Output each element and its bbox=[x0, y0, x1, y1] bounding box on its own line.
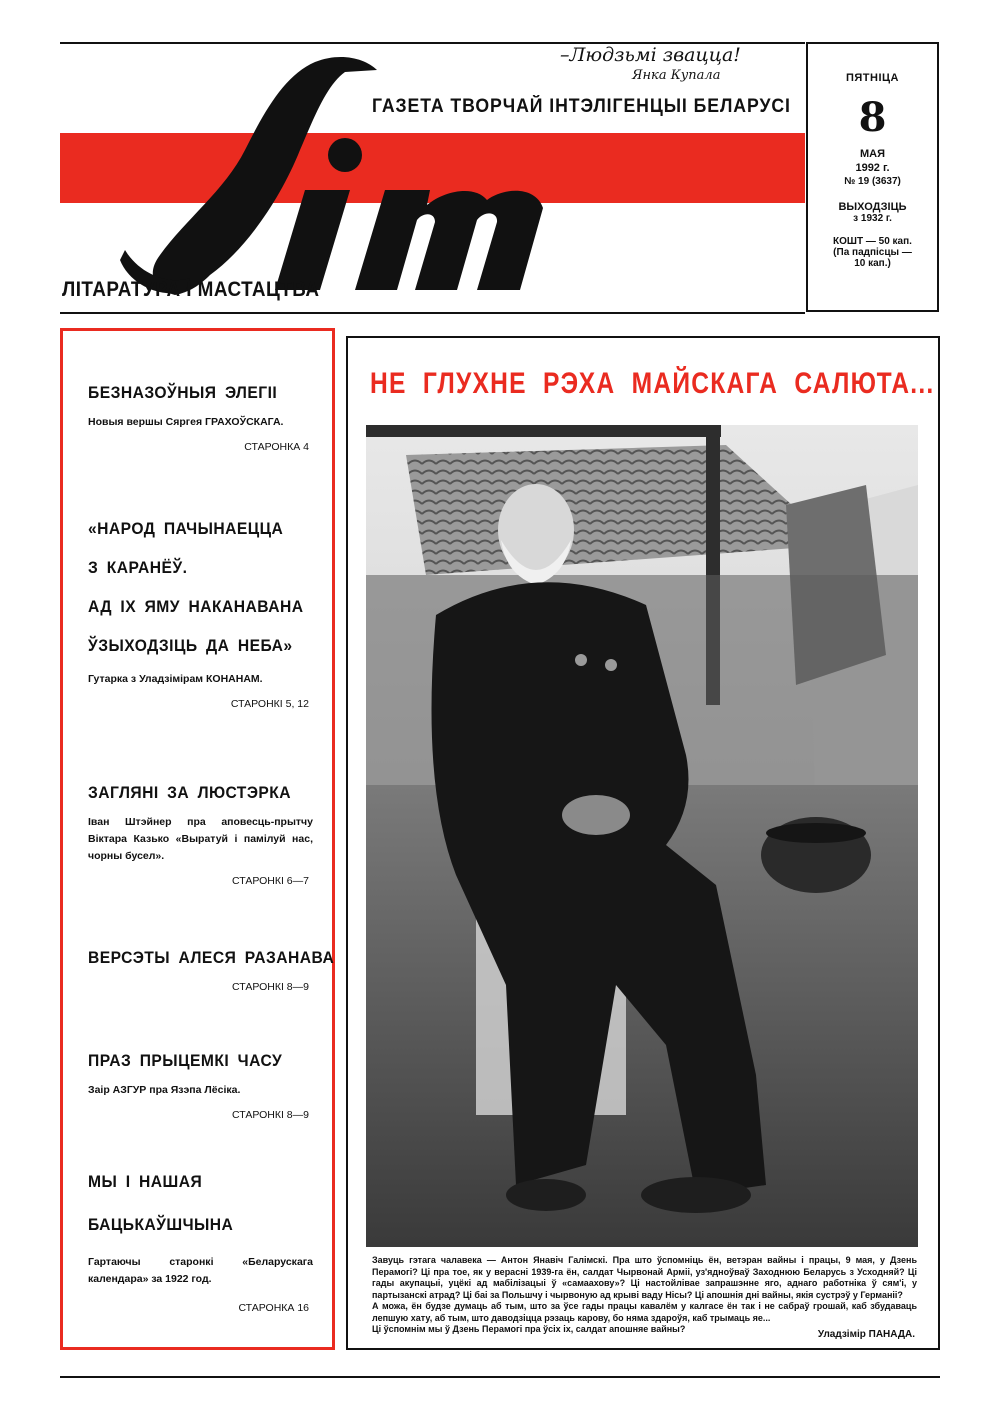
photo-caption bbox=[372, 1255, 917, 1336]
contents-item-title: ПРАЗ ПРЫЦЕМКІ ЧАСУ bbox=[88, 1051, 283, 1070]
contents-item-title: БАЦЬКАЎШЧЫНА bbox=[88, 1215, 234, 1234]
lim-logo bbox=[115, 40, 555, 315]
contents-item-title: З КАРАНЁЎ. bbox=[88, 558, 188, 577]
contents-item[interactable] bbox=[88, 509, 313, 710]
contents-item-description: Гартаючы старонкі «Беларускага календара» за 1922 год. bbox=[88, 1256, 313, 1285]
masthead-tagline: ГАЗЕТА ТВОРЧАЙ ІНТЭЛІГЕНЦЫІ БЕЛАРУСІ bbox=[372, 96, 791, 117]
contents-item[interactable] bbox=[88, 773, 313, 887]
page-bottom-rule bbox=[60, 1376, 940, 1378]
contents-item-page: СТАРОНКІ 5, 12 bbox=[230, 698, 309, 710]
feature-photo bbox=[366, 425, 918, 1247]
contents-item[interactable] bbox=[88, 373, 313, 453]
price-line: КОШТ — 50 кап. bbox=[833, 236, 912, 247]
contents-item-title: ЗАГЛЯНІ ЗА ЛЮСТЭРКА bbox=[88, 783, 292, 802]
contents-item-description: Новыя вершы Сяргея ГРАХОЎСКАГА. bbox=[88, 416, 284, 428]
contents-item-description: Гутарка з Уладзімірам КОНАНАМ. bbox=[88, 673, 263, 685]
logo-letter-i-dot bbox=[328, 138, 362, 172]
logo-letter-m bbox=[355, 190, 543, 290]
masthead-subtitle: ЛІТАРАТУРА І МАСТАЦТВА bbox=[62, 278, 320, 301]
contents-item-page: СТАРОНКІ 8—9 bbox=[232, 1109, 309, 1121]
feature-headline: НЕ ГЛУХНЕ РЭХА МАЙСКАГА САЛЮТА... bbox=[370, 367, 935, 400]
contents-item-page: СТАРОНКІ 8—9 bbox=[232, 981, 309, 993]
contents-item-page: СТАРОНКА 4 bbox=[244, 441, 309, 453]
subscription-price-line: (Па падпісцы — bbox=[833, 247, 912, 258]
masthead-motto: –Людзьмі звацца! bbox=[560, 44, 741, 66]
issue-number: № 19 (3637) bbox=[844, 176, 901, 187]
caption-paragraph: Ці ўспомнім мы ў Дзень Перамогі пра ўсіх іх, салдат апошняе вайны? bbox=[372, 1324, 686, 1334]
published-since-year: з 1932 г. bbox=[853, 213, 892, 224]
issue-weekday: ПЯТНІЦА bbox=[845, 72, 899, 84]
caption-paragraph: Завуць гэтага чалавека — Антон Янавіч Галімскі. Пра што ўспомніць ён, ветэран вайны і працы, 9 мая, у Дзень Перамогі? Ці пра тое, як у верасні 1939-га ён, салдат Чырвонай Арміі, уз'ядноўваў Заходнюю Беларусь з Усходняй? Ці гады акупацыі, уцёкі ад мабілізацыі ў «самаахову»? Ці настойлівае запрашэнне яго, аднаго работніка ў сям'і, у партызанскі атрад? Ці баі за Польшчу і чырвоную ад крыві ваду Нісы? Ці апошнія дні вайны, якія сустрэў у Германіі? bbox=[372, 1255, 917, 1300]
masthead-bottom-rule bbox=[60, 312, 805, 314]
logo-letter-l bbox=[153, 57, 377, 295]
contents-item-title: БЕЗНАЗОЎНЫЯ ЭЛЕГІІ bbox=[88, 383, 278, 402]
issue-month: МАЯ bbox=[859, 148, 885, 160]
published-since-label: ВЫХОДЗІЦЬ bbox=[838, 201, 907, 213]
subscription-price-value: 10 кап.) bbox=[854, 258, 891, 269]
contents-box bbox=[60, 328, 335, 1350]
contents-item[interactable] bbox=[88, 1041, 313, 1121]
logo-letter-i bbox=[275, 190, 350, 290]
photo-fence bbox=[366, 425, 721, 437]
issue-date-box bbox=[806, 42, 939, 312]
contents-item-description: Іван Штэйнер пра аповесць-прытчу Віктара Казько «Выратуй і памілуй нас, чорны бусел». bbox=[88, 816, 313, 862]
motto-signature: Янка Купала bbox=[632, 68, 721, 83]
issue-day: 8 bbox=[858, 94, 887, 141]
contents-item-title: «НАРОД ПАЧЫНАЕЦЦА bbox=[88, 519, 284, 538]
issue-year: 1992 г. bbox=[855, 162, 890, 174]
contents-item-title: ЎЗЫХОДЗІЦЬ ДА НЕБА» bbox=[88, 636, 293, 655]
contents-item-title: ВЕРСЭТЫ АЛЕСЯ РАЗАНАВА bbox=[88, 948, 335, 967]
contents-item[interactable] bbox=[88, 1162, 313, 1314]
contents-item-page: СТАРОНКА 16 bbox=[238, 1302, 309, 1314]
caption-paragraph: А можа, ён будзе думаць аб тым, што за ўсе гады працы кавалём у калгасе ён так і не сабраў грошай, каб збудаваць лепшую хату, аб тым, што даводзіцца рэзаць карову, бо няма здароўя, каб трымаць яе... bbox=[372, 1301, 917, 1323]
contents-item[interactable] bbox=[88, 938, 335, 993]
contents-item-page: СТАРОНКІ 6—7 bbox=[232, 875, 309, 887]
contents-item-description: Заір АЗГУР пра Язэпа Лёсіка. bbox=[88, 1084, 241, 1096]
contents-item-title: АД ІХ ЯМУ НАКАНАВАНА bbox=[88, 597, 304, 616]
contents-item-title: МЫ І НАШАЯ bbox=[88, 1172, 203, 1191]
photo-byline: Уладзімір ПАНАДА. bbox=[817, 1329, 915, 1340]
